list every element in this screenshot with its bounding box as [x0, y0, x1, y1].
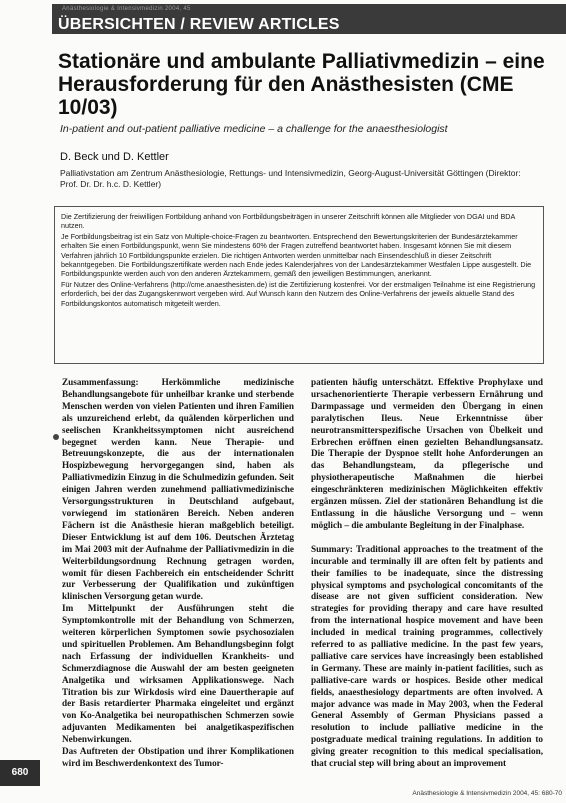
- body-paragraph: Im Mittelpunkt der Ausführungen steht die Symptomkontrolle mit der Behandlung von Schmerzen, weiteren körperlichen Symptomen sowie psychosozialen und spirituellen Problemen. Am Behandlungsbeginn folgt nach Erfassung der individuellen Krankheits- und Schmerzdiagnose die Auswahl der am besten geeigneten Analgetika und wirksamen Applikationswege. Nach Titration bis zur Wirkdosis wird eine Dauertherapie auf der Basis retardierter Pharmaka eingeleitet und ergänzt von Ko-Analgetika bei neuropathischen Schmerzen sowie adjuvanten Medikamenten bei analgetikaspezifischen Nebenwirkungen.: [62, 603, 294, 745]
- cme-info-paragraph: Für Nutzer des Online-Verfahrens (http://cme.anaesthesisten.de) ist die Zertifizierung kostenfrei. Vor der erstmaligen Teilnahme ist eine Registrierung erforderlich, bei der das Zugangskennwort vergeben wird. Auf Wunsch kann den Nutzern des Online-Verfahrens der jeweils aktuelle Stand des Fortbildungskontos automatisch mitgeteilt werden.: [61, 279, 536, 308]
- cme-info-box: [54, 206, 544, 364]
- author-affiliation: Palliativstation am Zentrum Anästhesiologie, Rettungs- und Intensivmedizin, Georg-August-Universität Göttingen (Direktor: Prof. Dr. Dr. h.c. D. Kettler): [60, 168, 521, 189]
- article-title: Stationäre und ambulante Palliativmedizin – eine Herausforderung für den Anästhesisten (CME 10/03): [58, 50, 545, 119]
- summary-label: Summary:: [311, 543, 353, 554]
- english-summary-paragraph: [311, 544, 543, 770]
- cme-info-paragraph: Je Fortbildungsbeitrag ist ein Satz von Multiple-choice-Fragen zu beantworten. Entsprechend den Bewertungskriterien der Bundesärztekammer erhalten Sie einen Fortbildungspunkt, wenn Sie mindestens 60% der Fragen zutreffend beantwortet haben. Insgesamt können Sie mit diesem Verfahren jährlich 10 Fortbildungspunkte erzielen. Die richtigen Antworten werden unmittelbar nach Einsendeschluß in dieser Zeitschrift bekanntgegeben. Die Fortbildungszertifikate werden nach Ende jedes Kalenderjahres von der Landesärztekammer Westfalen Lippe ausgestellt. Die Fortbildungspunkte werden auch von den anderen Ärztekammern, gemäß den jeweiligen Bestimmungen, anerkannt.: [61, 231, 532, 279]
- running-head: Anästhesiologie & Intensivmedizin 2004, 45: [62, 6, 191, 12]
- page-footer: [330, 790, 562, 798]
- body-paragraph: Das Auftreten der Obstipation und ihrer Komplikationen wird im Beschwerdenkontext des Tumor-: [62, 746, 294, 768]
- summary-text: Herkömmliche medizinische Behandlungsangebote für unheilbar kranke und sterbende Menschen werden von vielen Patienten und ihren Familien als unzureichend erlebt, da quälenden körperlichen und seelischen Krankheitssymptomen nicht ausreichend begegnet werden kann. Neue Therapie- und Betreuungskonzepte, die aus der internationalen Hospizbewegung hervorgegangen sind, haben als Palliativmedizin Einzug in die Schulmedizin gefunden. Seit einigen Jahren werden zunehmend palliativmedizinische Versorgungsstrukturen in Deutschland aufgebaut, vorwiegend im stationären Bereich. Neben anderen Fächern ist die Anästhesie hieran maßgeblich beteiligt. Dieser Entwicklung ist auf dem 106. Deutschen Ärztetag im Mai 2003 mit der Aufnahme der Palliativmedizin in die Weiterbildungsordnung Rechnung getragen worden, womit für diesen Fachbereich ein entscheidender Schritt zur Verbesserung der Qualifikation und zukünftigen klinischen Versorgung getan wurde.: [62, 377, 294, 602]
- page-number: 680: [0, 760, 40, 786]
- summary-label: Zusammenfassung:: [62, 377, 139, 387]
- section-heading: ÜBERSICHTEN / REVIEW ARTICLES: [58, 16, 340, 33]
- section-header-bar: [52, 4, 566, 34]
- left-text-column: [62, 377, 294, 774]
- article-subtitle: In-patient and out-patient palliative medicine – a challenge for the anaesthesiologist: [60, 123, 448, 135]
- right-text-column: [311, 377, 543, 782]
- cme-info-paragraph: Die Zertifizierung der freiwilligen Fortbildung anhand von Fortbildungsbeiträgen in unserer Zeitschrift können alle Mitglieder von DGAI und BDA nutzen.: [61, 212, 515, 231]
- paragraph-gap: [311, 532, 543, 544]
- author-list: D. Beck und D. Kettler: [60, 151, 169, 163]
- summary-text: Traditional approaches to the treatment of the incurable and terminally ill are often felt by patients and their families to be inadequate, since the distressing physical symptoms and psychological concomitants of the disease are not given sufficient consideration. New strategies for providing therapy and care have resulted from the international hospice movement and have been included in medical training programmes, collectively referred to as palliative medicine. In the past few years, palliative care services have increasingly been established in Germany. These are mainly in-patient facilities, such as palliative-care wards or hospices. Beside other medical fields, anaesthesiology departments are often involved. A major advance was made in May 2003, when the Federal General Assembly of German Physicians passed a resolution to include palliative medicine in the postgraduate medical training regulations. In addition to giving greater recognition to this medical specialisation, that crucial step will bring about an improvement: [311, 543, 543, 769]
- footer-citation: Anästhesiologie & Intensivmedizin 2004, 45: 680-70: [412, 790, 562, 797]
- body-paragraph: patienten häufig unterschätzt. Effektive Prophylaxe und ursachenorientierte Therapie verbessern Ernährung und Darmpassage und vermeiden den Übergang in einen paralytischen Ileus. Neue Erkenntnisse über neurotransmitterspezifische Ursachen von Übelkeit und Erbrechen eröffnen einen gezielten Behandlungsansatz. Die Therapie der Dyspnoe stellt hohe Anforderungen an das Behandlungsteam, da pflegerische und physiotherapeutische Maßnahmen die hierbei eingeschränkteren medizinischen Möglichkeiten effektiv ergänzen müssen. Ziel der stationären Behandlung ist die Entlassung in die häusliche Versorgung und – wenn möglich – die ambulante Begleitung in der Finalphase.: [311, 377, 543, 530]
- german-summary-paragraph: [62, 377, 294, 603]
- margin-mark: [53, 434, 59, 440]
